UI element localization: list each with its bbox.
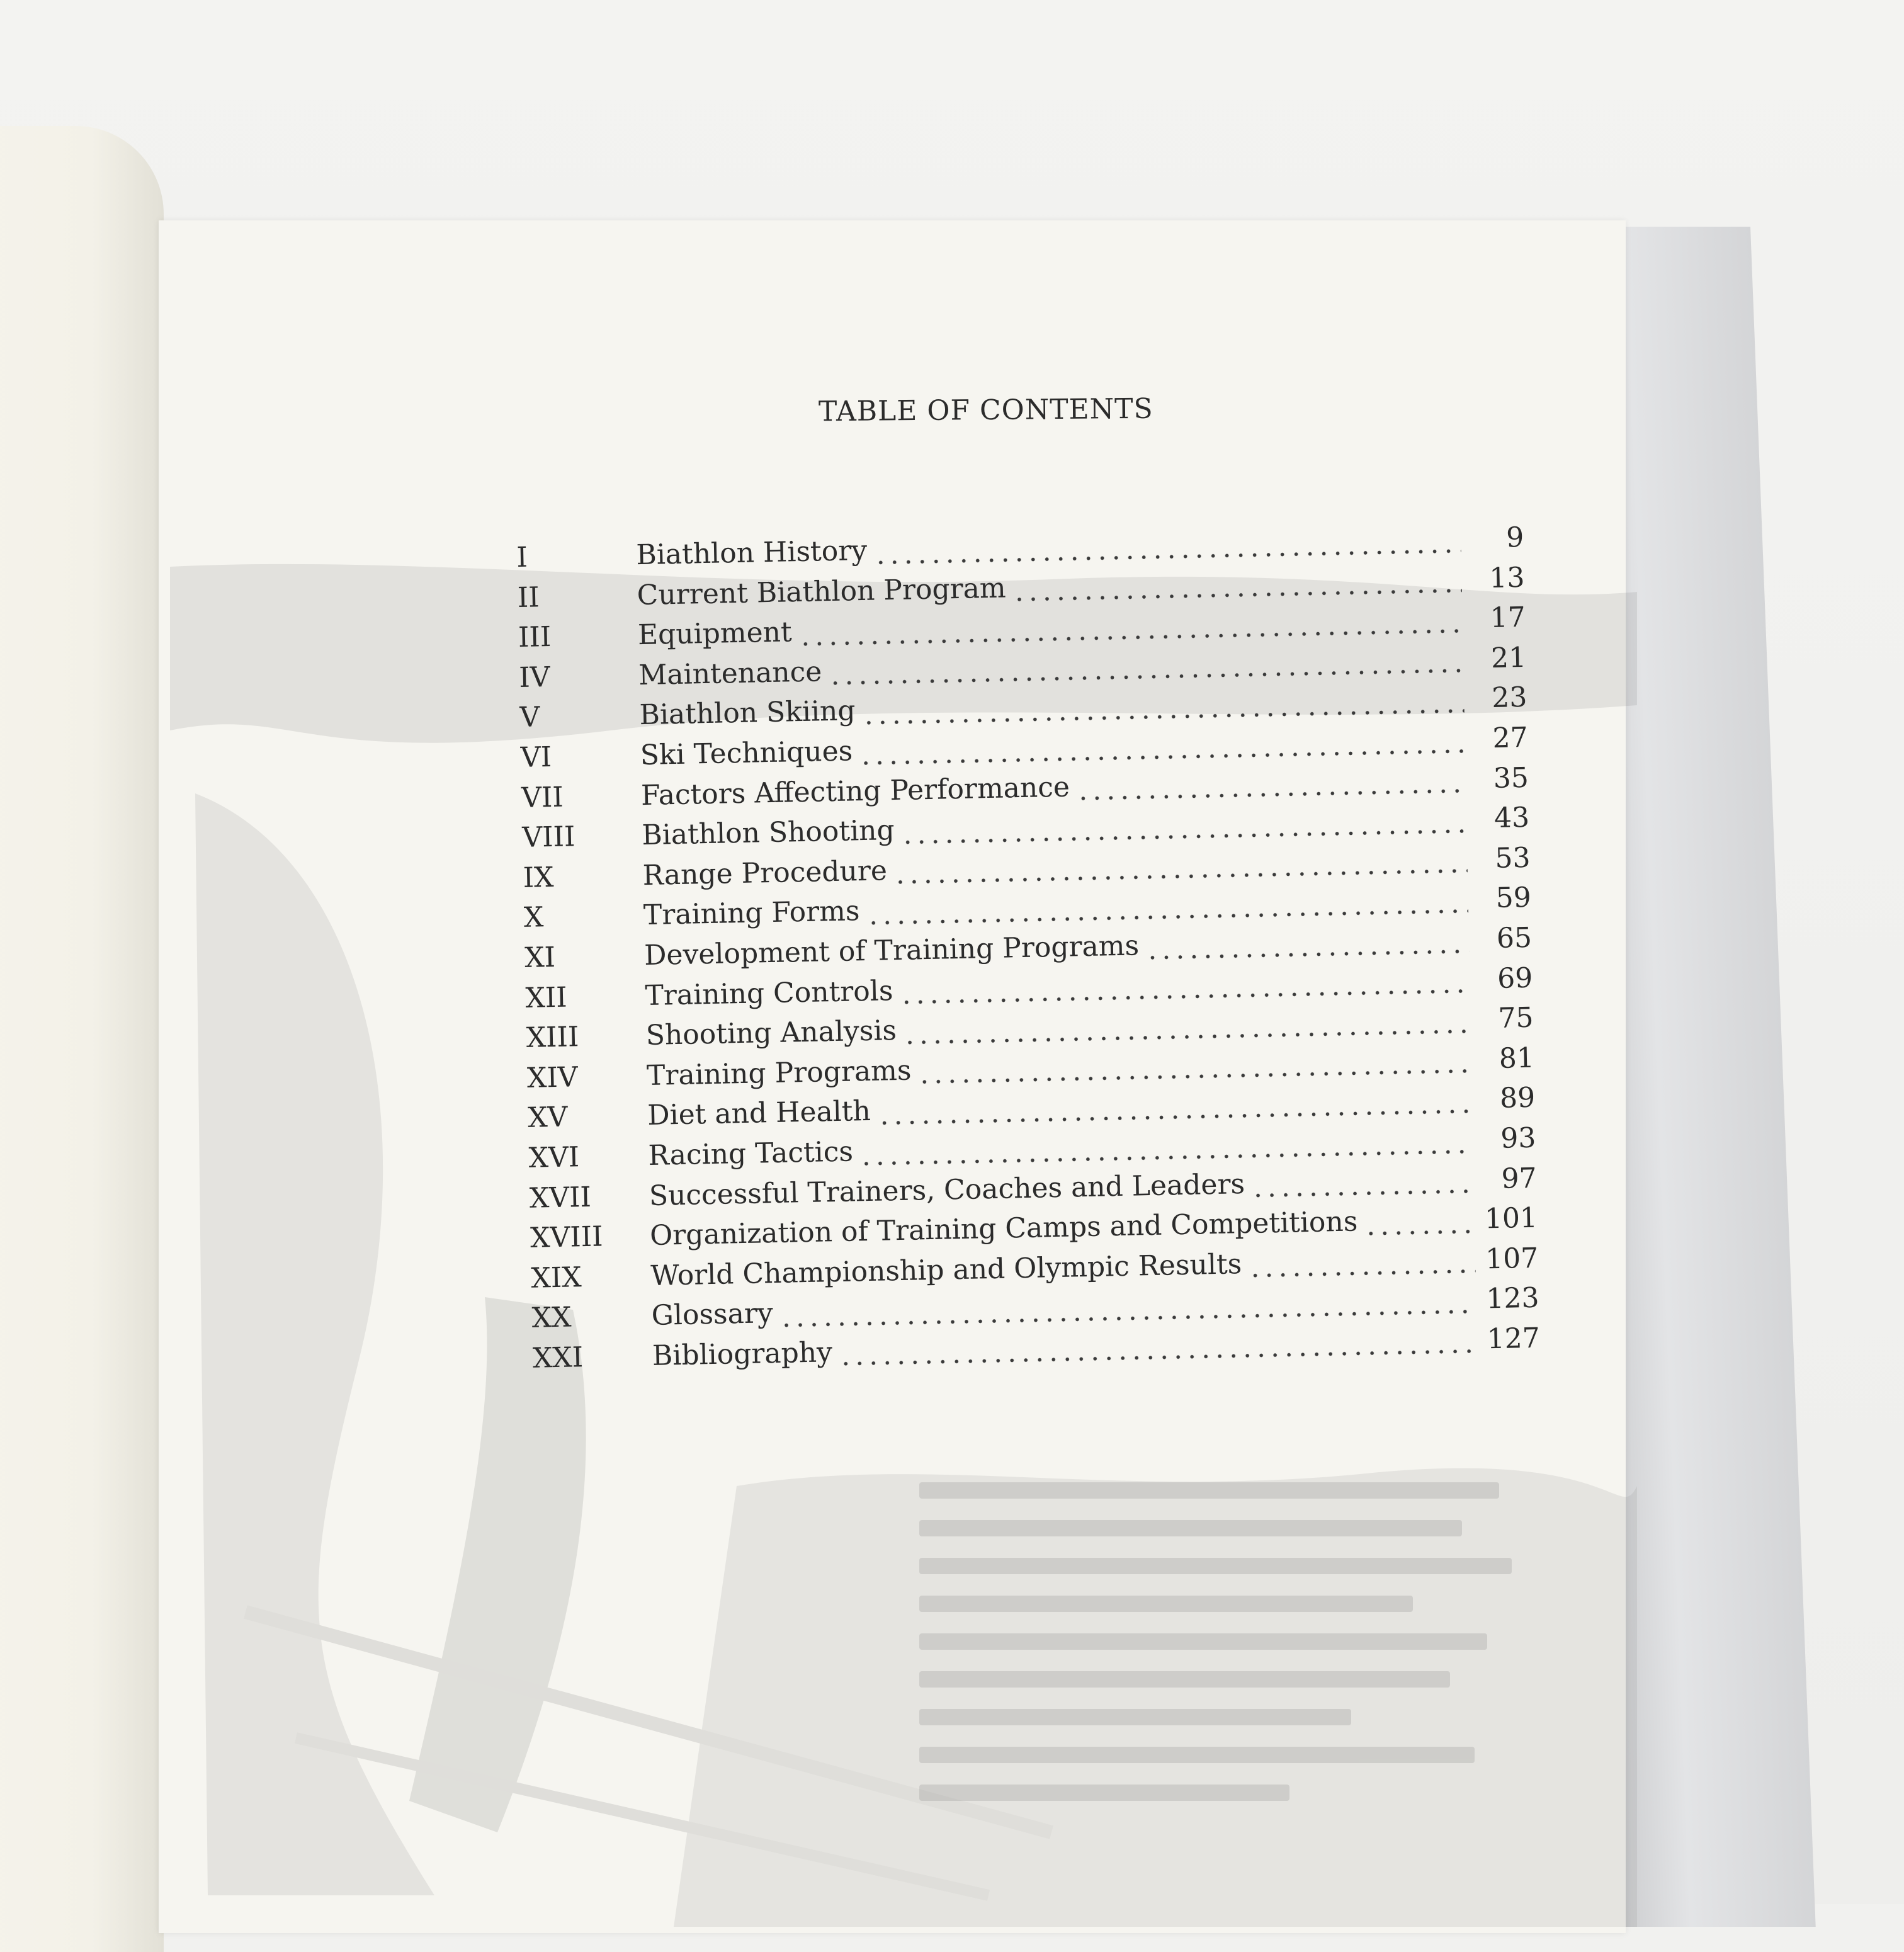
chapter-number: I xyxy=(516,541,528,574)
chapter-title: Training Controls xyxy=(645,974,893,1012)
dot-leader xyxy=(829,667,1464,686)
dot-leader xyxy=(1076,788,1466,802)
toc-title: TABLE OF CONTENTS xyxy=(818,392,1153,428)
chapter-number: XIV xyxy=(526,1060,579,1094)
left-page-edge xyxy=(0,126,164,1952)
page-number: 35 xyxy=(1493,761,1529,795)
toc-list xyxy=(516,521,1540,1382)
chapter-title: Successful Trainers, Coaches and Leaders xyxy=(649,1167,1245,1212)
dot-leader xyxy=(1248,1268,1475,1279)
chapter-number: VIII xyxy=(521,820,575,854)
chapter-title: World Championship and Olympic Results xyxy=(650,1247,1242,1292)
chapter-title: Biathlon History xyxy=(635,534,868,572)
chapter-title: Racing Tactics xyxy=(648,1135,854,1172)
chapter-title: Shooting Analysis xyxy=(645,1014,897,1052)
chapter-title: Equipment xyxy=(637,616,793,652)
chapter-number: XIII xyxy=(526,1021,579,1054)
page-number: 27 xyxy=(1492,721,1529,754)
page-number: 107 xyxy=(1485,1242,1539,1276)
chapter-number: XII xyxy=(525,981,568,1014)
chapter-title: Training Forms xyxy=(643,895,860,932)
chapter-number: V xyxy=(519,701,540,734)
chapter-title: Bibliography xyxy=(652,1336,833,1372)
chapter-number: XXI xyxy=(532,1341,584,1375)
chapter-number: IX xyxy=(523,861,554,894)
page-number: 17 xyxy=(1490,601,1526,635)
chapter-title: Ski Techniques xyxy=(640,735,853,772)
page-number: 23 xyxy=(1491,681,1527,715)
page-number: 75 xyxy=(1498,1001,1534,1035)
dot-leader xyxy=(873,547,1461,565)
chapter-number: XV xyxy=(527,1101,568,1135)
page-number: 123 xyxy=(1485,1281,1539,1315)
page-number: 21 xyxy=(1490,641,1527,674)
chapter-number: XVIII xyxy=(530,1220,603,1254)
dot-leader xyxy=(900,988,1470,1006)
chapter-number: VII xyxy=(521,781,564,814)
page-number: 101 xyxy=(1484,1201,1538,1235)
dot-leader xyxy=(839,1348,1477,1367)
dot-leader xyxy=(1012,587,1462,603)
chapter-number: XX xyxy=(531,1301,572,1335)
dot-leader xyxy=(1145,948,1469,960)
page-number: 69 xyxy=(1497,962,1533,995)
page-number: 9 xyxy=(1505,521,1524,554)
dot-leader xyxy=(866,908,1468,926)
chapter-title: Development of Training Programs xyxy=(643,929,1140,972)
chapter-number: IV xyxy=(518,661,550,694)
chapter-number: VI xyxy=(520,741,552,774)
chapter-title: Diet and Health xyxy=(647,1095,871,1132)
page-number: 127 xyxy=(1487,1322,1541,1356)
page-number: 93 xyxy=(1500,1121,1536,1155)
dot-leader xyxy=(893,868,1468,885)
chapter-title: Glossary xyxy=(651,1297,774,1332)
show-through-text xyxy=(919,1461,1536,1822)
chapter-title: Biathlon Shooting xyxy=(641,814,895,852)
page-number: 65 xyxy=(1496,921,1533,955)
page-number: 81 xyxy=(1499,1041,1535,1075)
dot-leader xyxy=(859,1148,1473,1167)
chapter-title: Biathlon Skiing xyxy=(639,695,856,732)
page-number: 53 xyxy=(1494,841,1531,875)
chapter-title: Factors Affecting Performance xyxy=(640,771,1070,812)
chapter-title: Training Programs xyxy=(646,1054,912,1092)
chapter-number: III xyxy=(518,621,552,654)
dot-leader xyxy=(859,747,1465,766)
page-number: 89 xyxy=(1499,1082,1536,1115)
chapter-number: XIX xyxy=(530,1261,582,1295)
dot-leader xyxy=(903,1028,1471,1045)
chapter-number: XVI xyxy=(528,1141,580,1174)
dot-leader xyxy=(918,1068,1472,1086)
chapter-title: Maintenance xyxy=(638,655,822,691)
dot-leader xyxy=(1364,1228,1475,1237)
dot-leader xyxy=(877,1108,1472,1126)
chapter-title: Current Biathlon Program xyxy=(637,572,1007,611)
chapter-number: XI xyxy=(524,941,556,974)
chapter-title: Range Procedure xyxy=(642,854,888,892)
dot-leader xyxy=(1251,1188,1474,1199)
chapter-number: XVII xyxy=(529,1181,592,1215)
dot-leader xyxy=(862,708,1465,726)
page-number: 43 xyxy=(1493,801,1530,835)
chapter-number: X xyxy=(523,901,544,934)
page-number: 13 xyxy=(1488,561,1525,594)
chapter-number: II xyxy=(517,581,540,614)
page-number: 97 xyxy=(1501,1162,1538,1195)
chapter-title: Organization of Training Camps and Competitions xyxy=(649,1205,1358,1252)
page-number: 59 xyxy=(1495,882,1532,915)
dot-leader xyxy=(901,828,1467,846)
